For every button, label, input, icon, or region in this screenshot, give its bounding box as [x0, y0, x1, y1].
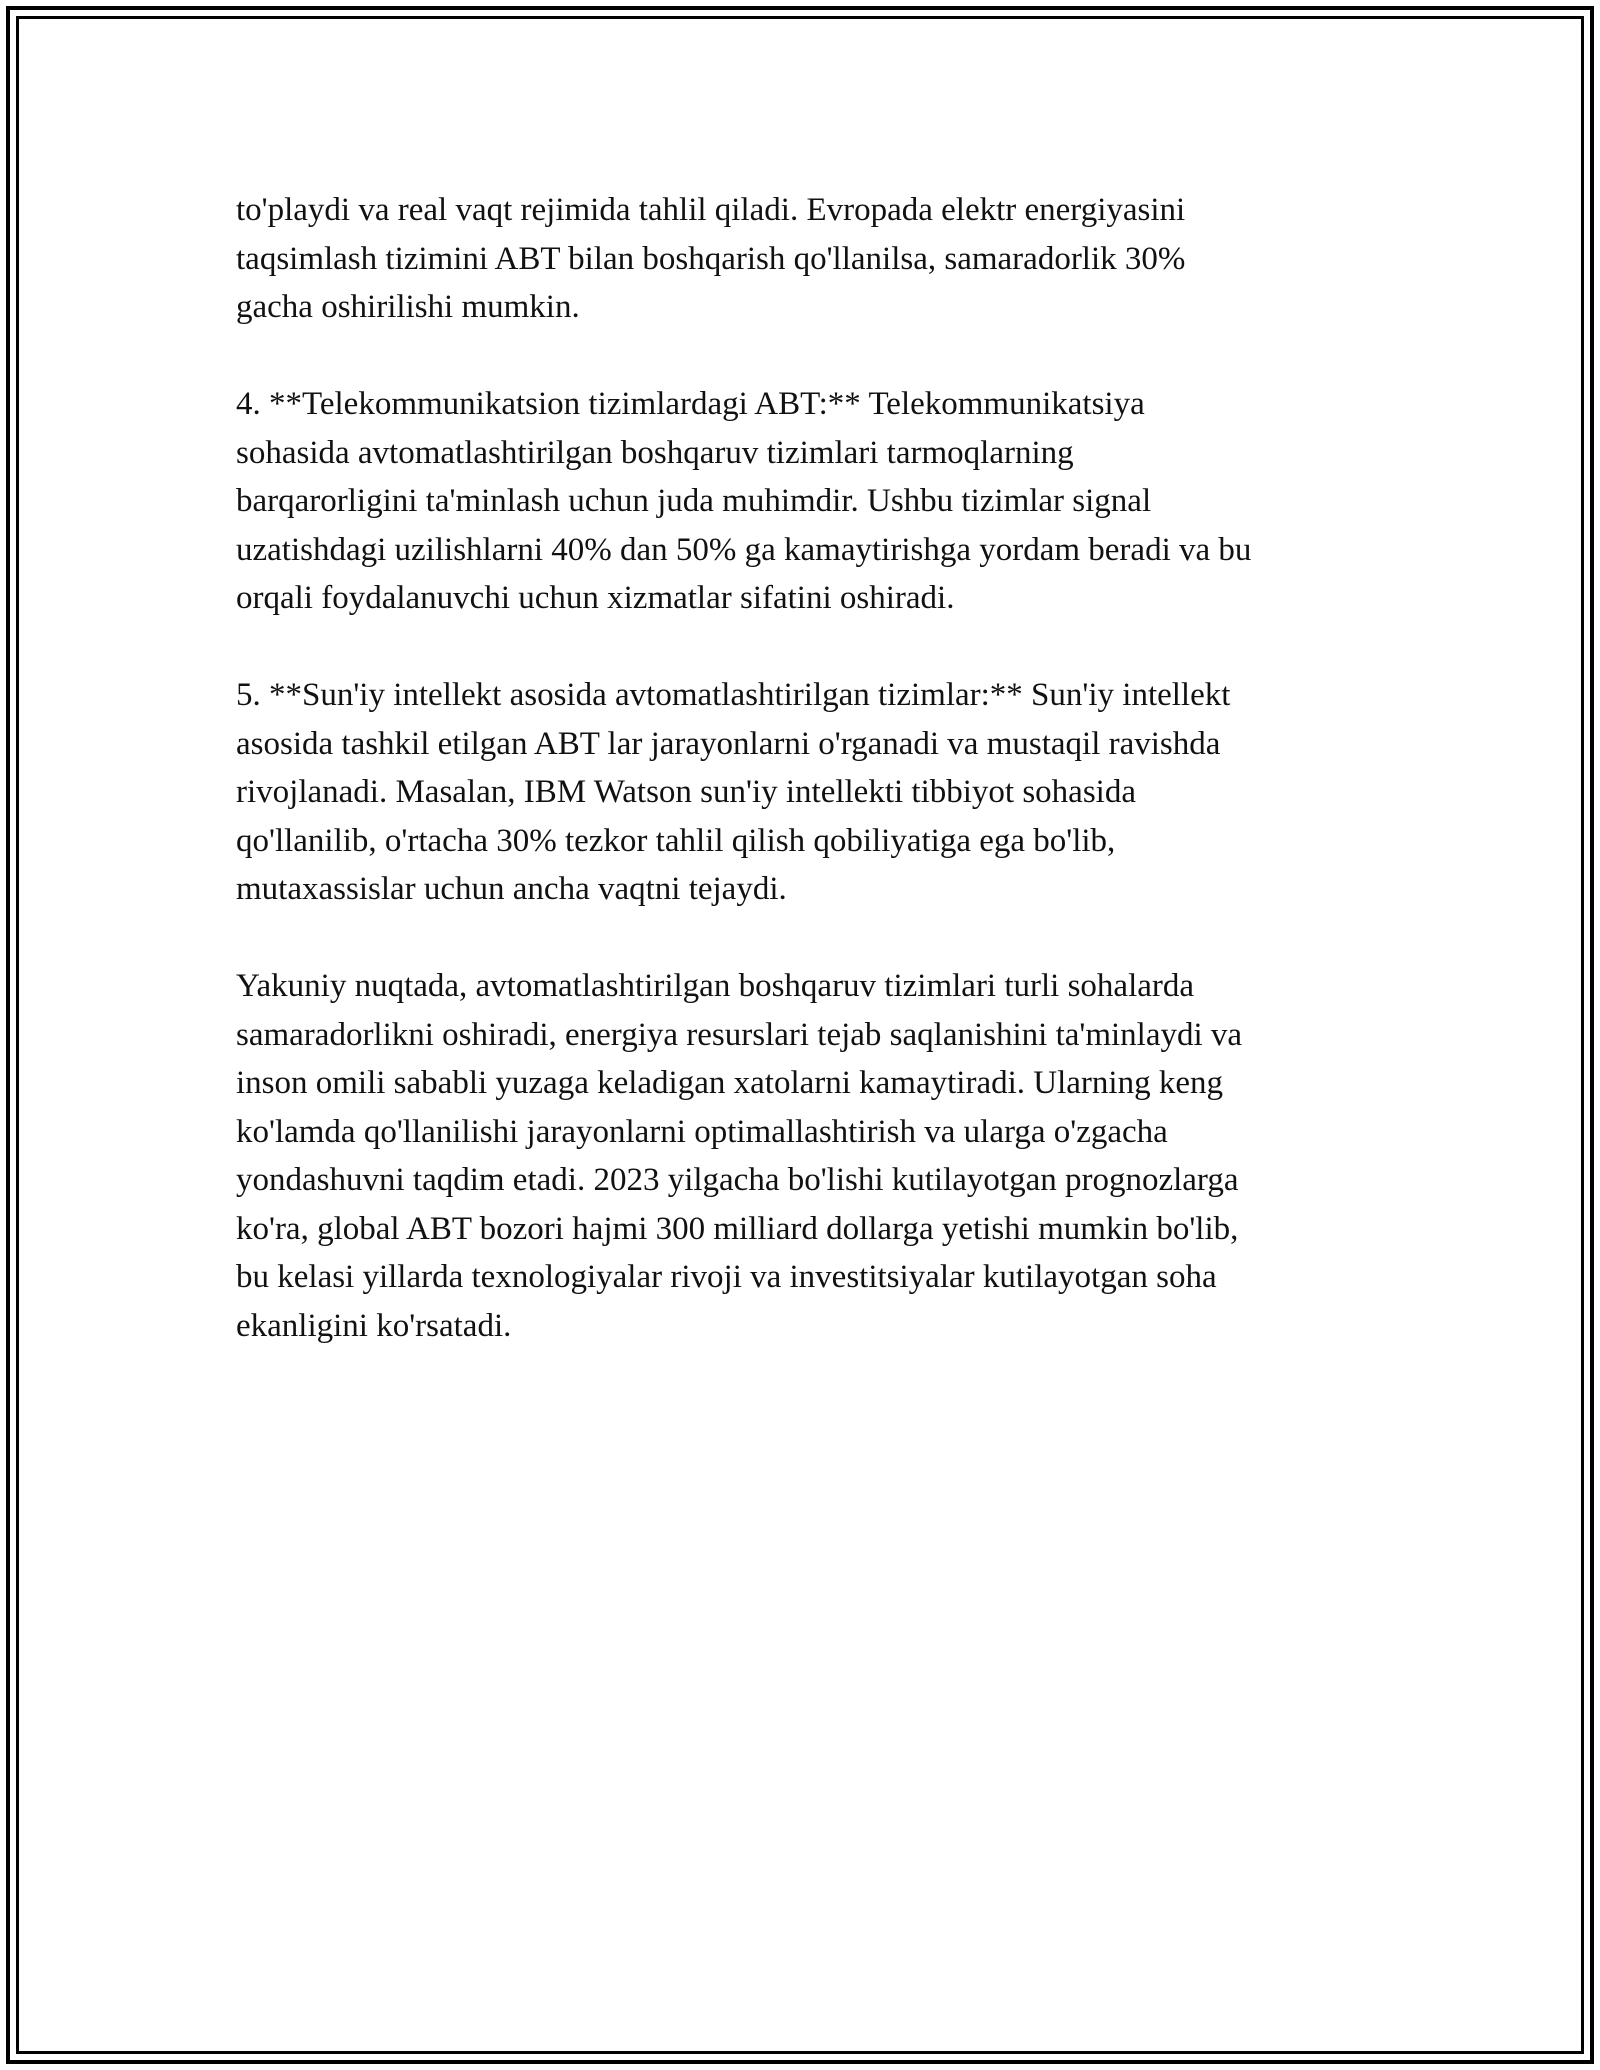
document-body	[236, 186, 1376, 1399]
paragraph-telecommunications: 4. **Telekommunikatsion tizimlardagi ABT:** Telekommunikatsiya sohasida avtomatlashtirilgan boshqaruv tizimlari tarmoqlarning barqarorligini ta'minlash uchun juda muhimdir. Ushbu tizimlar signal uzatishdagi uzilishlarni 40% dan 50% ga kamaytirishga yordam beradi va bu orqali foydalanuvchi uchun xizmatlar sifatini oshiradi.	[236, 386, 1252, 616]
paragraph-energy-distribution: to'playdi va real vaqt rejimida tahlil qiladi. Evropada elektr energiyasini taqsimlash tizimini ABT bilan boshqarish qo'llanilsa, samaradorlik 30% gacha oshirilishi mumkin.	[236, 192, 1186, 325]
paragraph-conclusion: Yakuniy nuqtada, avtomatlashtirilgan boshqaruv tizimlari turli sohalarda samaradorlikni oshiradi, energiya resurslari tejab saqlanishini ta'minlaydi va inson omili sababli yuzaga keladigan xatolarni kamaytiradi. Ularning keng ko'lamda qo'llanilishi jarayonlarni optimallashtirish va ularga o'zgacha yondashuvni taqdim etadi. 2023 yilgacha bo'lishi kutilayotgan prognozlarga ko'ra, global ABT bozori hajmi 300 milliard dollarga yetishi mumkin bo'lib, bu kelasi yillarda texnologiyalar rivoji va investitsiyalar kutilayotgan soha ekanligini ko'rsatadi.	[236, 968, 1243, 1344]
paragraph-artificial-intelligence: 5. **Sun'iy intellekt asosida avtomatlashtirilgan tizimlar:** Sun'iy intellekt asosida tashkil etilgan ABT lar jarayonlarni o'rganadi va mustaqil ravishda rivojlanadi. Masalan, IBM Watson sun'iy intellekti tibbiyot sohasida qo'llanilib, o'rtacha 30% tezkor tahlil qilish qobiliyatiga ega bo'lib, mutaxassislar uchun ancha vaqtni tejaydi.	[236, 677, 1231, 907]
